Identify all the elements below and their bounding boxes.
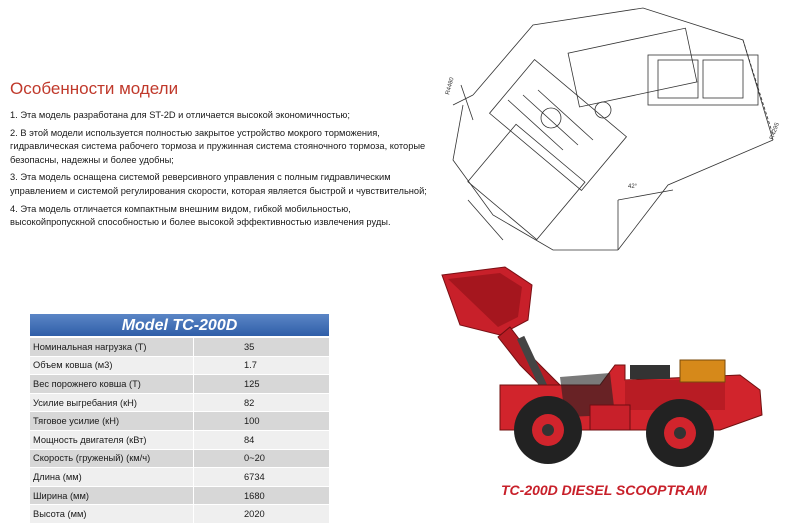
spec-value: 1680	[194, 486, 330, 505]
spec-label: Мощность двигателя (кВт)	[30, 430, 194, 449]
spec-label: Длина (мм)	[30, 468, 194, 487]
spec-table	[29, 313, 330, 524]
spec-label: Вес порожнего ковша (Т)	[30, 375, 194, 394]
spec-label: Усилие выгребания (кН)	[30, 393, 194, 412]
spec-label: Ширина (мм)	[30, 486, 194, 505]
table-row	[30, 375, 330, 394]
spec-value: 0~20	[194, 449, 330, 468]
spec-value: 2020	[194, 505, 330, 524]
spec-label: Скорость (груженый) (км/ч)	[30, 449, 194, 468]
angle-label: 42°	[628, 184, 638, 190]
table-row	[30, 393, 330, 412]
spec-value: 125	[194, 375, 330, 394]
feature-item: 3. Эта модель оснащена системой реверсивного управления с полным гидравлическим управлением и системой регулирования скорости, которая является быстрой и чувствительной;	[10, 172, 427, 196]
radius-inner-label: R4480	[445, 76, 456, 96]
spec-value: 1.7	[194, 356, 330, 375]
table-row	[30, 468, 330, 487]
features-title: Особенности модели	[10, 79, 179, 98]
feature-item: 1. Эта модель разработана для ST-2D и отличается высокой экономичностью;	[10, 110, 350, 120]
product-caption: TC-200D DIESEL SCOOPTRAM	[501, 482, 707, 498]
turning-radius-diagram	[443, 0, 801, 260]
features-list	[10, 109, 430, 234]
spec-label: Высота (мм)	[30, 505, 194, 524]
spec-value: 100	[194, 412, 330, 431]
feature-item: 2. В этой модели используется полностью закрытое устройство мокрого торможения, гидравлическая система рабочего тормоза и пружинная система стояночного тормоза, которые безопасны, надежны и более удобны;	[10, 127, 426, 165]
scooptram-image	[440, 265, 765, 477]
table-row	[30, 356, 330, 375]
spec-label: Объем ковша (м3)	[30, 356, 194, 375]
spec-value: 35	[194, 338, 330, 357]
spec-table-body	[29, 337, 330, 524]
table-row	[30, 338, 330, 357]
table-row	[30, 449, 330, 468]
spec-label: Номинальная нагрузка (Т)	[30, 338, 194, 357]
spec-label: Тяговое усилие (кН)	[30, 412, 194, 431]
spec-value: 84	[194, 430, 330, 449]
table-row	[30, 505, 330, 524]
feature-item: 4. Эта модель отличается компактным внешним видом, гибкой мобильностью, высокойпропускной способностью и более высокой эффективностью извлечения руды.	[10, 203, 391, 228]
table-row	[30, 486, 330, 505]
table-row	[30, 412, 330, 431]
spec-value: 82	[194, 393, 330, 412]
table-row	[30, 430, 330, 449]
radius-outer-label: R4295	[769, 122, 781, 141]
spec-table-header: Model TC-200D	[29, 313, 330, 337]
spec-value: 6734	[194, 468, 330, 487]
